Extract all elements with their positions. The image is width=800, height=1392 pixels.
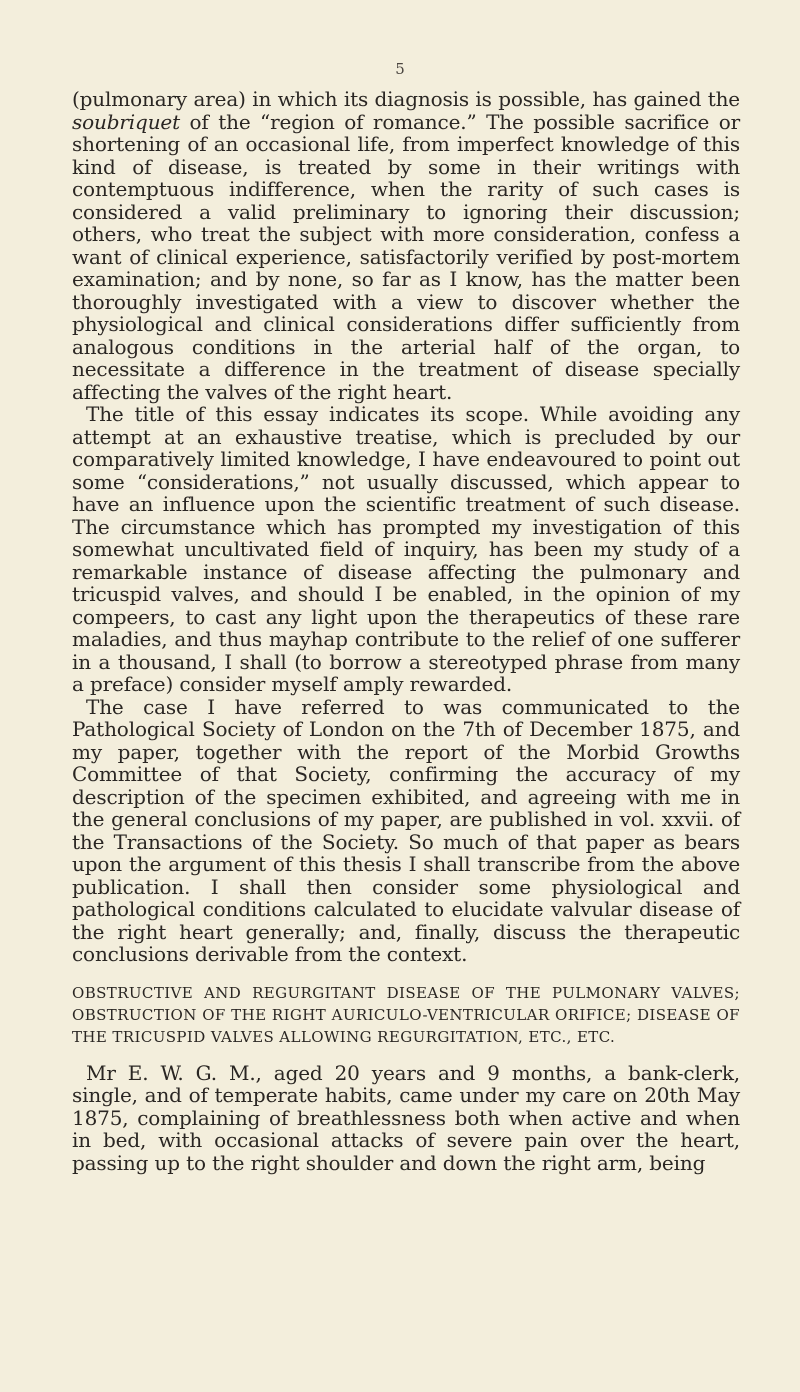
paragraph-case-history: Mr E. W. G. M., aged 20 years and 9 months, a bank-clerk, single, and of temperate habits, came under my care on 20th May 1875, complaining of breathlessness both when active and when in bed, with occasional attacks of severe pain over the heart, passing up to the right shoulder and down the right arm, being [72,1060,740,1175]
section-heading: OBSTRUCTIVE AND REGURGITANT DISEASE OF THE PULMONARY VALVES; OBSTRUCTION OF THE RIGHT AURICULO-VENTRICULAR ORIFICE; DISEASE OF THE TRICUSPID VALVES ALLOWING REGURGITATION, ETC., ETC. [72,983,740,1046]
paragraph-1-text-start: (pulmonary area) in which its diagnosis is possible, has gained the [72,87,740,111]
paragraph-1-text-end: of the “region of romance.” The possible sacrifice or shortening of an occasional life, from imperfect knowledge of this kind of disease, is treated by some in their writings with contemptuous indifference, when the rarity of such cases is considered a valid preliminary to ignoring their discussion; others, who treat the subject with more consideration, confess a want of clinical experience, satisfactorily verified by post-mortem examination; and by none, so far as I know, has the matter been thoroughly investigated with a view to discover whether the physiological and clinical considerations differ sufficiently from analogous conditions in the arterial half of the organ, to necessitate a difference in the treatment of disease specially affecting the valves of the right heart. [72,109,740,404]
paragraph-continued [72,88,740,403]
paragraph-essay-scope: The title of this essay indicates its scope. While avoiding any attempt at an exhaustive treatise, which is precluded by our comparatively limited knowledge, I have endeavoured to point out some “considerations,” not usually discussed, which appear to have an influence upon the scientific treatment of such disease. The circumstance which has prompted my investigation of this somewhat uncultivated field of inquiry, has been my study of a remarkable instance of disease affecting the pulmonary and tricuspid valves, and should I be enabled, in the opinion of my compeers, to cast any light upon the therapeutics of these rare maladies, and thus mayhap contribute to the relief of one sufferer in a thousand, I shall (to borrow a stereotyped phrase from many a preface) consider myself amply rewarded. [72,402,740,696]
paragraph-case-reference: The case I have referred to was communicated to the Pathological Society of London on the 7th of December 1875, and my paper, together with the report of the Morbid Growths Committee of that Society, confirming the accuracy of my description of the specimen exhibited, and agreeing with me in the general conclusions of my paper, are published in vol. xxvii. of the Transactions of the Society. So much of that paper as bears upon the argument of this thesis I shall transcribe from the above publication. I shall then consider some physiological and pathological conditions calculated to elucidate valvular disease of the right heart generally; and, finally, discuss the therapeutic conclusions derivable from the context. [72,694,740,966]
body-text [72,88,740,1174]
page-number: 5 [395,60,405,78]
italic-word-soubriquet: soubriquet [72,109,181,134]
